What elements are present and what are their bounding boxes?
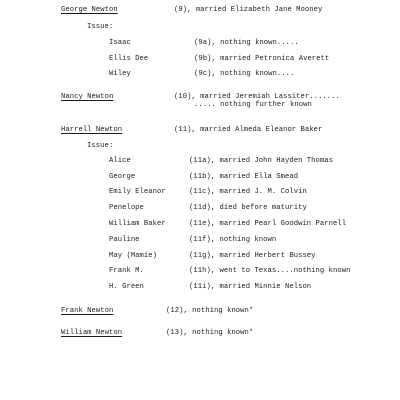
- family-description-continued: ..... nothing further known: [194, 101, 312, 109]
- child-name: H. Green: [109, 283, 144, 291]
- family-description: (12), nothing known*: [166, 307, 254, 315]
- family-name: William Newton: [61, 329, 123, 337]
- child-name: May (Mamie): [109, 252, 157, 260]
- child-name: Ellis Dee: [109, 55, 149, 63]
- child-name: William Baker: [109, 220, 166, 228]
- family-description: (10), married Jeremiah Lassiter.......: [174, 93, 340, 101]
- child-name: Penelope: [109, 204, 144, 212]
- family-name: Nancy Newton: [61, 93, 114, 101]
- child-name: Wiley: [109, 70, 131, 78]
- child-description: (9c), nothing known....: [194, 70, 295, 78]
- child-description: (11h), went to Texas....nothing known: [189, 267, 351, 275]
- child-name: Isaac: [109, 39, 131, 47]
- child-description: (11g), married Herbert Bussey: [189, 252, 316, 260]
- child-name: George: [109, 173, 136, 181]
- child-description: (11i), married Minnie Nelson: [189, 283, 312, 291]
- family-name: George Newton: [61, 6, 118, 14]
- child-name: Frank M.: [109, 267, 144, 275]
- issue-label: Issue:: [87, 23, 114, 31]
- child-description: (9b), married Petronica Averett: [194, 55, 330, 63]
- child-name: Pauline: [109, 236, 140, 244]
- child-name: Alice: [109, 157, 131, 165]
- family-description: (13), nothing known*: [166, 329, 254, 337]
- family-description: (11), married Almeda Eleanor Baker: [174, 126, 323, 134]
- child-description: (11c), married J. M. Colvin: [189, 188, 307, 196]
- issue-label: Issue:: [87, 142, 114, 150]
- child-description: (11b), married Ella Smead: [189, 173, 299, 181]
- family-description: (9), married Elizabeth Jane Mooney: [174, 6, 323, 14]
- child-description: (11a), married John Hayden Thomas: [189, 157, 333, 165]
- child-description: (11f), nothing known: [189, 236, 277, 244]
- child-description: (11e), married Pearl Goodwin Parnell: [189, 220, 347, 228]
- child-description: (9a), nothing known.....: [194, 39, 299, 47]
- family-name: Harrell Newton: [61, 126, 123, 134]
- family-name: Frank Newton: [61, 307, 114, 315]
- child-name: Emily Eleanor: [109, 188, 166, 196]
- child-description: (11d), died before maturity: [189, 204, 307, 212]
